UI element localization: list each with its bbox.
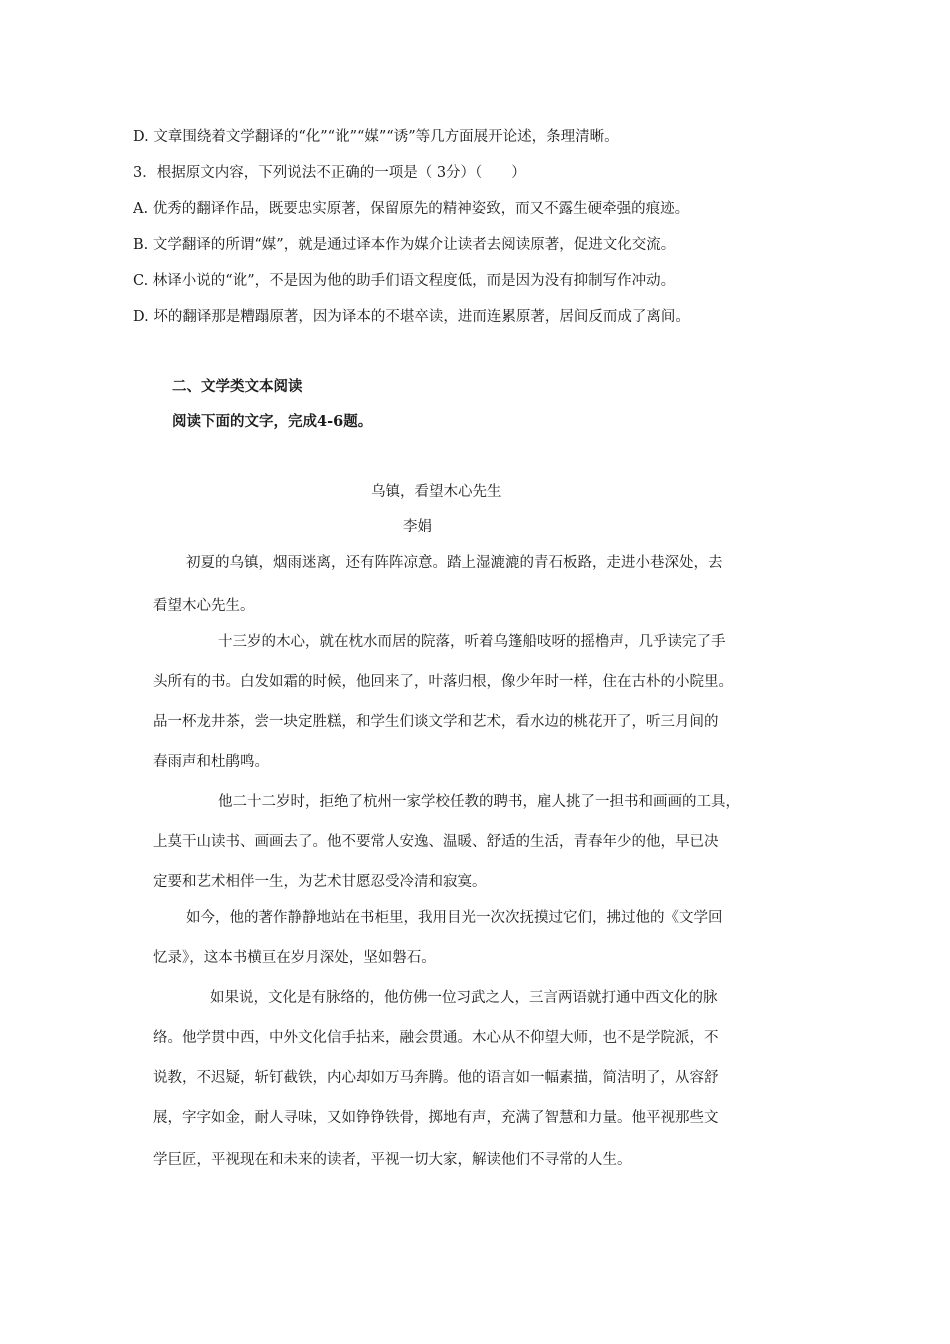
article-line: 十三岁的木心，就在枕水而居的院落，听着乌篷船吱呀的摇橹声，几乎读完了手 — [218, 634, 726, 650]
article-line: 如果说，文化是有脉络的，他仿佛一位习武之人，三言两语就打通中西文化的脉 — [210, 990, 718, 1006]
article-line: 初夏的乌镇，烟雨迷离，还有阵阵凉意。踏上湿漉漉的青石板路，走进小巷深处，去 — [186, 555, 723, 571]
article-line: 定要和艺术相伴一生，为艺术甘愿忍受冷清和寂寞。 — [153, 874, 487, 890]
article-line: 头所有的书。白发如霜的时候，他回来了，叶落归根，像少年时一样，住在古朴的小院里。 — [153, 674, 733, 690]
article-line: 忆录》，这本书横亘在岁月深处，坚如磐石。 — [153, 950, 436, 966]
article-line: 如今，他的著作静静地站在书柜里，我用目光一次次抚摸过它们，拂过他的《文学回 — [186, 910, 723, 926]
q3-option-a: A. 优秀的翻译作品，既要忠实原著，保留原先的精神姿致，而又不露生硬牵强的痕迹。 — [133, 201, 690, 217]
article-line: 络。他学贯中西，中外文化信手拈来，融会贯通。木心从不仰望大师，也不是学院派，不 — [153, 1030, 719, 1046]
q3-option-c: C. 林译小说的“讹”，不是因为他的助手们语文程度低，而是因为没有抑制写作冲动。 — [133, 273, 676, 289]
article-line: 学巨匠，平视现在和未来的读者，平视一切大家，解读他们不寻常的人生。 — [153, 1152, 632, 1168]
section-heading: 二、文学类文本阅读 — [172, 378, 303, 395]
article-line: 看望木心先生。 — [153, 598, 255, 614]
article-line: 春雨声和杜鹃鸣。 — [153, 754, 269, 770]
article-line: 他二十二岁时，拒绝了杭州一家学校任教的聘书，雇人挑了一担书和画画的工具， — [218, 794, 740, 810]
article-line: 上莫干山读书、画画去了。他不要常人安逸、温暖、舒适的生活，青春年少的他，早已决 — [153, 834, 719, 850]
article-author: 李娟 — [403, 519, 432, 535]
article-line: 品一杯龙井茶，尝一块定胜糕，和学生们谈文学和艺术，看水边的桃花开了，听三月间的 — [153, 714, 719, 730]
article-line: 展，字字如金，耐人寻味，又如铮铮铁骨，掷地有声，充满了智慧和力量。他平视那些文 — [153, 1110, 719, 1126]
q3-option-d: D. 坏的翻译那是糟蹋原著，因为译本的不堪卒读，进而连累原著，居间反而成了离间。 — [133, 309, 690, 325]
option-d-q2: D. 文章围绕着文学翻译的“化”“讹”“媒”“诱”等几方面展开论述，条理清晰。 — [133, 129, 619, 145]
section-instruction: 阅读下面的文字，完成4-6题。 — [172, 413, 373, 430]
article-title: 乌镇，看望木心先生 — [371, 484, 502, 500]
question3-stem: 3．根据原文内容，下列说法不正确的一项是（ 3分）（ ） — [133, 165, 526, 181]
q3-option-b: B. 文学翻译的所谓“媒”，就是通过译本作为媒介让读者去阅读原著，促进文化交流。 — [133, 237, 676, 253]
article-line: 说教，不迟疑，斩钉截铁，内心却如万马奔腾。他的语言如一幅素描，简洁明了，从容舒 — [153, 1070, 719, 1086]
